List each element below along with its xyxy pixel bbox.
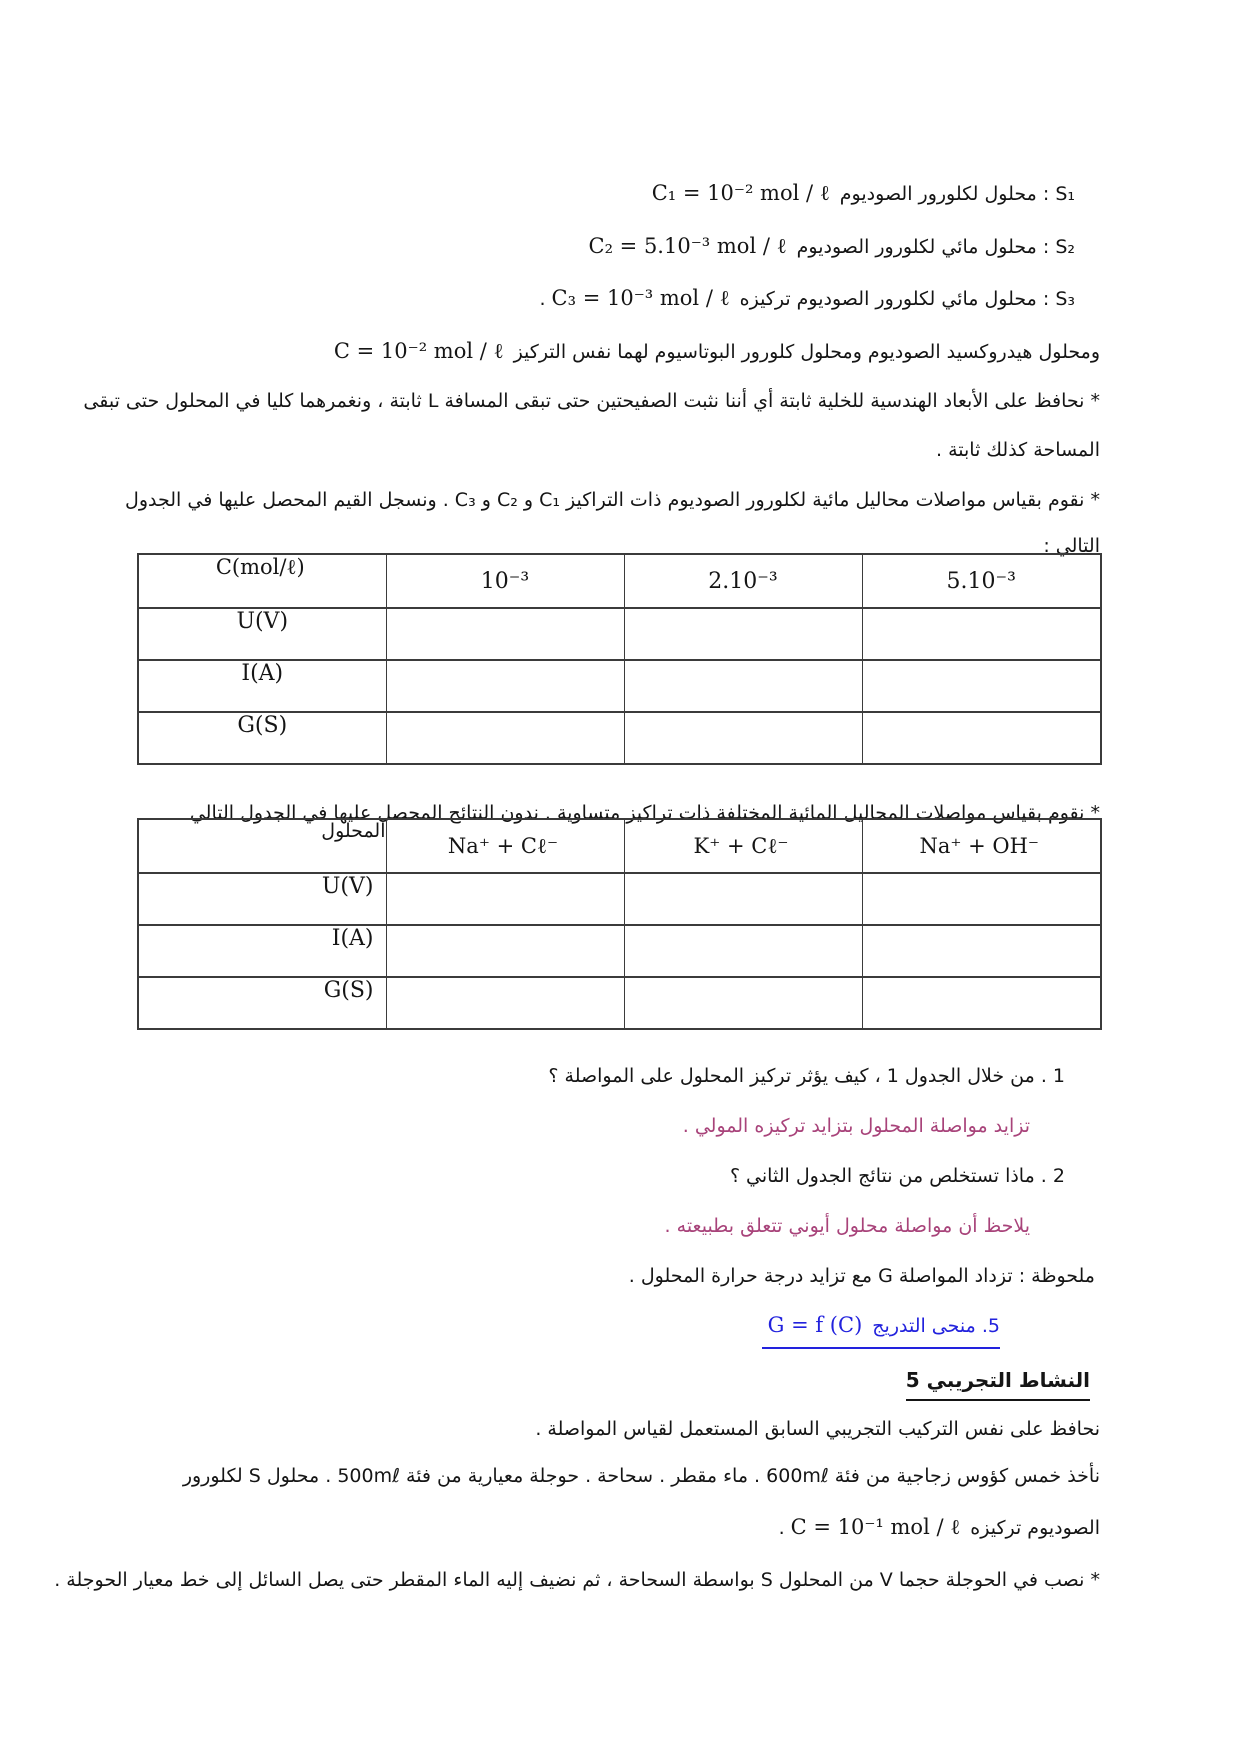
- kcl-ions-formula: K⁺ + Cℓ⁻: [693, 833, 789, 858]
- bullet-cell-geometry-line1: * نحافظ على الأبعاد الهندسية للخلية ثابتة أي أننا نثبت الصفيحتين حتى تبقى المسافة L ثابتة ، ونغمرهما كليا في المحلول حتى تبقى: [83, 390, 1100, 412]
- table1-empty-cell: [624, 608, 862, 660]
- table2-empty-cell: [862, 977, 1101, 1029]
- table1-empty-cell: [386, 660, 624, 712]
- intro-s2-text: S₂ : محلول مائي لكلورور الصوديوم: [796, 236, 1075, 258]
- table1-empty-cell: [862, 660, 1101, 712]
- table1-empty-cell: [624, 660, 862, 712]
- answer-2: يلاحظ أن مواصلة محلول أيوني تتعلق بطبيعته .: [664, 1215, 1030, 1237]
- table2-label-gs: G(S): [138, 977, 386, 1029]
- activity-concentration-formula: C = 10⁻¹ mol / ℓ: [790, 1515, 961, 1539]
- bullet-measure-concentrations-line2: التالي :: [1043, 535, 1100, 557]
- table1-header-value-2: 2.10⁻³: [624, 554, 862, 608]
- activity-concentration-period: .: [778, 1517, 785, 1539]
- intro-s1-formula: C₁ = 10⁻² mol / ℓ: [651, 181, 830, 205]
- naoh-ions-formula: Na⁺ + OH⁻: [919, 833, 1040, 858]
- table2-row-current: [138, 925, 1101, 977]
- table2-label-uv: U(V): [138, 873, 386, 925]
- table1-empty-cell: [862, 608, 1101, 660]
- intro-s3-text: S₃ : محلول مائي لكلورور الصوديوم تركيزه: [739, 288, 1075, 310]
- intro-c-text: ومحلول هيدروكسيد الصوديوم ومحلول كلورور البوتاسيوم لهما نفس التركيز: [513, 341, 1100, 363]
- table2-row-conductance: [138, 977, 1101, 1029]
- intro-line-s3: [100, 282, 1075, 315]
- intro-line-s1: [100, 177, 1075, 210]
- intro-s3-formula: C₃ = 10⁻³ mol / ℓ: [551, 286, 730, 310]
- temperature-note: ملحوظة : تزداد المواصلة G مع تزايد درجة حرارة المحلول .: [628, 1265, 1095, 1287]
- table2-empty-cell: [624, 925, 862, 977]
- table2-header-nacl: [386, 819, 624, 873]
- intro-s2-formula: C₂ = 5.10⁻³ mol / ℓ: [588, 234, 787, 258]
- graph-heading-underline: [762, 1309, 1000, 1349]
- table1-label-ia: I(A): [138, 660, 386, 712]
- table2-empty-cell: [386, 977, 624, 1029]
- question-2: 2 . ماذا تستخلص من نتائج الجدول الثاني ؟: [729, 1165, 1065, 1187]
- intro-c-formula: C = 10⁻² mol / ℓ: [333, 339, 504, 363]
- activity-line-materials: نأخذ خمس كؤوس زجاجية من فئة 600mℓ . ماء مقطر . سحاحة . حوجلة معيارية من فئة 500mℓ . محلول S لكلورور: [182, 1465, 1100, 1487]
- nacl-ions-formula: Na⁺ + Cℓ⁻: [447, 833, 559, 858]
- graph-section-heading: [100, 1309, 1000, 1349]
- table1-row-voltage: [138, 608, 1101, 660]
- table2-empty-cell: [386, 873, 624, 925]
- intro-s3-period: .: [539, 288, 546, 310]
- table2-empty-cell: [862, 925, 1101, 977]
- table1-header-value-1: 10⁻³: [386, 554, 624, 608]
- intro-s1-text: S₁ : محلول لكلورور الصوديوم: [839, 183, 1075, 205]
- table1-label-uv: U(V): [138, 608, 386, 660]
- table2-empty-cell: [386, 925, 624, 977]
- table1-header-quantity: [138, 554, 386, 608]
- table1-empty-cell: [386, 712, 624, 764]
- intro-line-c: [100, 335, 1100, 368]
- bullet-measure-different-solutions: * نقوم بقياس مواصلات المحاليل المائية المختلفة ذات تراكيز متساوية . ندون النتائج المحصل عليها في الجدول التالي: [189, 802, 1100, 824]
- table1-empty-cell: [386, 608, 624, 660]
- graph-heading-text: 5. منحى التدريج: [872, 1315, 1000, 1337]
- bullet-cell-geometry-line2: المساحة كذلك ثابتة .: [936, 439, 1100, 461]
- table1-row-current: [138, 660, 1101, 712]
- activity-heading-underline: النشاط التجريبي 5: [906, 1364, 1090, 1401]
- table1-empty-cell: [624, 712, 862, 764]
- table-conductance-vs-concentration: [137, 553, 1102, 765]
- table2-empty-cell: [624, 873, 862, 925]
- table1-header-row: [138, 554, 1101, 608]
- experimental-activity-heading: [100, 1364, 1090, 1401]
- activity-line-concentration: [100, 1511, 1100, 1544]
- activity-line-setup: نحافظ على نفس التركيب التجريبي السابق المستعمل لقياس المواصلة .: [535, 1418, 1100, 1440]
- table1-empty-cell: [862, 712, 1101, 764]
- graph-heading-formula: G = f (C): [767, 1313, 863, 1337]
- table1-row-conductance: [138, 712, 1101, 764]
- table2-header-naoh: [862, 819, 1101, 873]
- table1-header-value-3: 5.10⁻³: [862, 554, 1101, 608]
- table2-empty-cell: [862, 873, 1101, 925]
- table1-header-c-mol-l: C(mol/ℓ): [215, 555, 305, 579]
- table2-row-voltage: [138, 873, 1101, 925]
- activity-concentration-text: الصوديوم تركيزه: [970, 1517, 1100, 1539]
- table2-header-row: [138, 819, 1101, 873]
- table2-empty-cell: [624, 977, 862, 1029]
- intro-line-s2: [100, 230, 1075, 263]
- table2-header-solution: المحلول: [138, 819, 386, 873]
- answer-1: تزايد مواصلة المحلول بتزايد تركيزه المولي .: [682, 1115, 1030, 1137]
- table2-label-ia: I(A): [138, 925, 386, 977]
- table-conductance-vs-solution-type: [137, 818, 1102, 1030]
- table1-label-gs: G(S): [138, 712, 386, 764]
- bullet-pour-volume: * نصب في الحوجلة حجما V من المحلول S بواسطة السحاحة ، ثم نضيف إليه الماء المقطر حتى يصل السائل إلى خط معيار الحوجلة .: [54, 1569, 1100, 1591]
- question-1: 1 . من خلال الجدول 1 ، كيف يؤثر تركيز المحلول على المواصلة ؟: [548, 1065, 1065, 1087]
- bullet-measure-concentrations-line1: * نقوم بقياس مواصلات محاليل مائية لكلورور الصوديوم ذات التراكيز C₁ و C₂ و C₃ . ونسجل القيم المحصل عليها في الجدول: [125, 489, 1100, 511]
- table2-header-kcl: [624, 819, 862, 873]
